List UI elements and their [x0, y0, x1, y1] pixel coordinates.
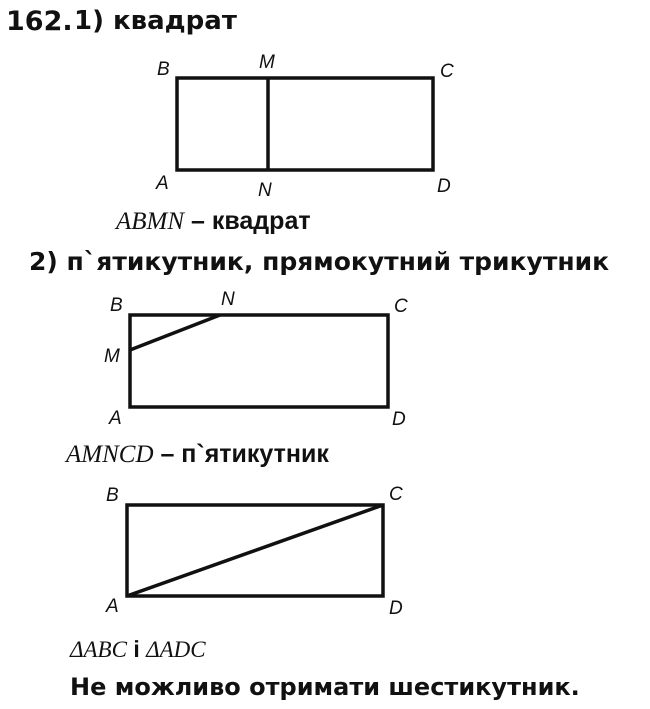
figure2-label-b: B — [110, 295, 123, 316]
figure1-label-b: B — [157, 59, 170, 80]
figure1-label-d: D — [437, 176, 451, 197]
figure3-label-b: B — [106, 485, 119, 506]
figure3-label-a: A — [106, 596, 119, 617]
figure3-caption-conjunction: і — [126, 636, 147, 662]
figure3-label-c: C — [389, 484, 403, 505]
figure1-label-a: A — [156, 173, 169, 194]
figure2-caption-text: – п`ятикутник — [153, 440, 329, 468]
figure3-caption-triangle-abc: ΔABC — [70, 637, 127, 662]
figure1-label-c: C — [440, 61, 454, 82]
problem-number: 162. — [6, 6, 73, 37]
figure2-caption-math: AMNCD — [66, 441, 154, 468]
figure1-caption-text: – квадрат — [184, 207, 311, 235]
figure3-caption-triangle-adc: ΔADC — [146, 637, 206, 662]
figure3-label-d: D — [389, 598, 403, 619]
figure2-label-a: A — [109, 408, 122, 429]
part2-heading: 2) п`ятикутник, прямокутний трикутник — [29, 247, 610, 276]
figure2-label-c: C — [394, 296, 408, 317]
figure2-label-d: D — [392, 409, 406, 430]
part1-heading: 1) квадрат — [74, 6, 237, 36]
figure3-diagonal-ac — [127, 505, 383, 596]
figure2-label-m: M — [104, 346, 120, 367]
figure2-label-n: N — [221, 289, 235, 310]
figure1-label-m: M — [259, 52, 275, 73]
figure3-caption — [70, 638, 206, 662]
figure1-label-n: N — [258, 180, 272, 201]
conclusion-text: Не можливо отримати шестикутник. — [70, 673, 580, 701]
figure1-caption-math: ABMN — [116, 208, 185, 235]
